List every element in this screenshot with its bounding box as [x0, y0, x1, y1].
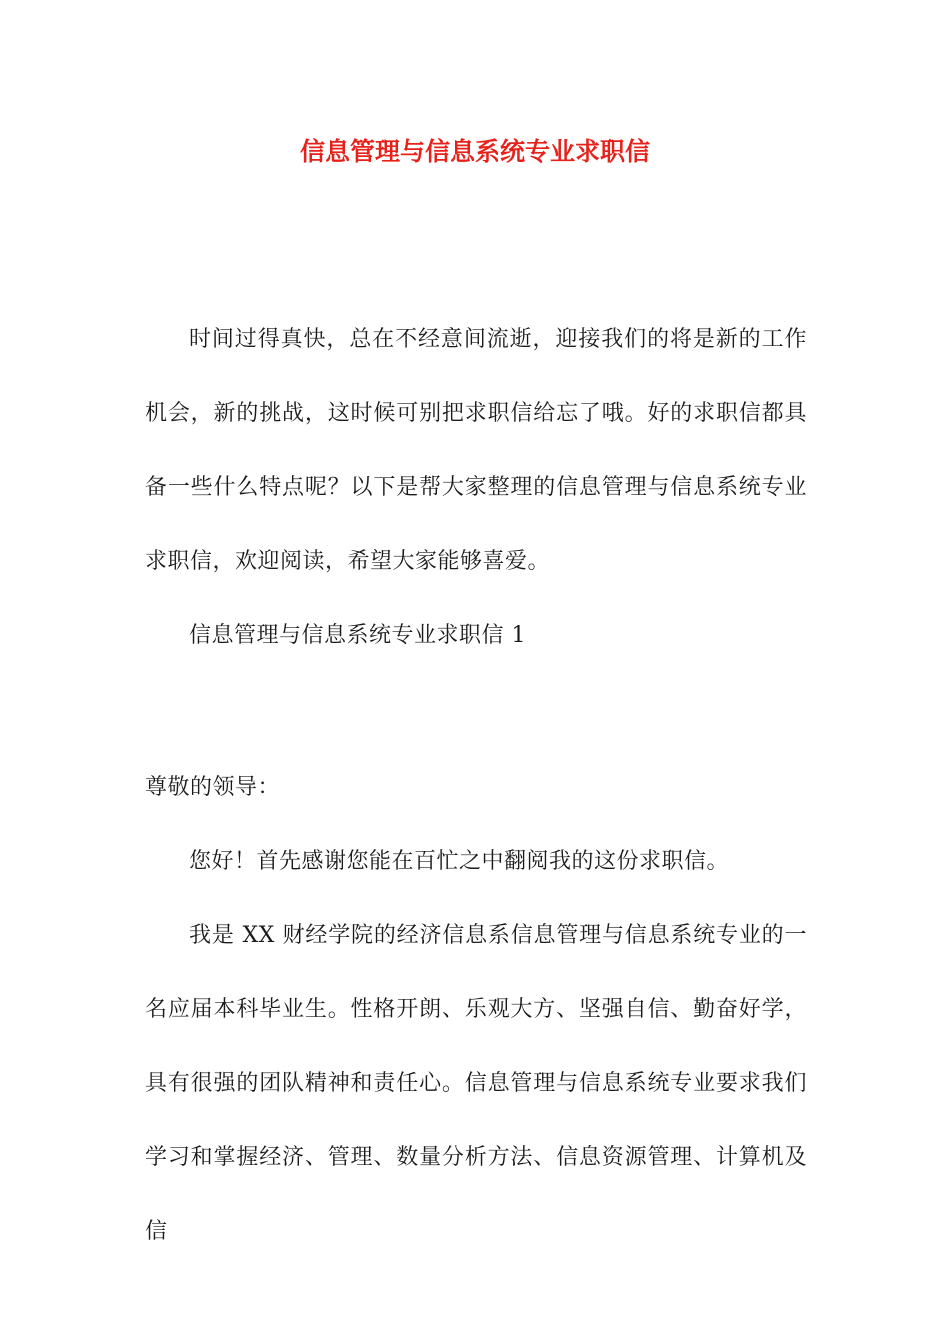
- intro-paragraph: 时间过得真快，总在不经意间流逝，迎接我们的将是新的工作机会，新的挑战，这时候可别把求职信给忘了哦。好的求职信都具备一些什么特点呢？以下是帮大家整理的信息管理与信息系统专业求职信，欢迎阅读，希望大家能够喜爱。: [145, 327, 807, 574]
- self-intro-paragraph: 我是 XX 财经学院的经济信息系信息管理与信息系统专业的一名应届本科毕业生。性格开朗、乐观大方、坚强自信、勤奋好学，具有很强的团队精神和责任心。信息管理与信息系统专业要求我们学习和掌握经济、管理、数量分析方法、信息资源管理、计算机及信: [145, 923, 807, 1244]
- salutation: 尊敬的领导：: [145, 775, 281, 800]
- document-title: 信息管理与信息系统专业求职信: [299, 137, 650, 166]
- section-heading: 信息管理与信息系统专业求职信 1: [189, 623, 526, 648]
- greeting-paragraph: 您好！首先感谢您能在百忙之中翻阅我的这份求职信。: [189, 849, 730, 874]
